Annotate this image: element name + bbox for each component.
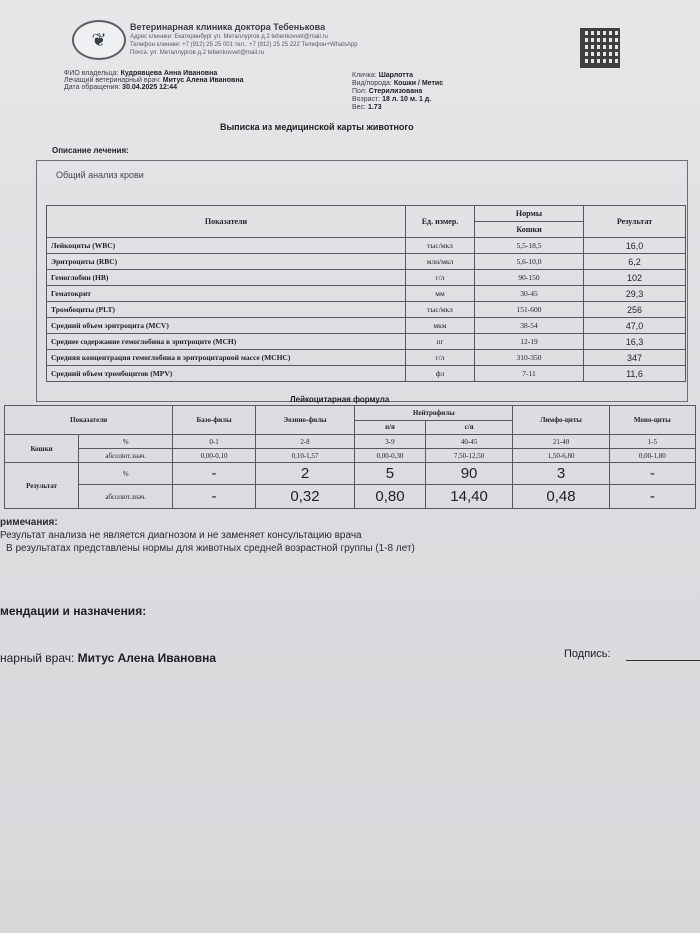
- table-cell: 16,0: [584, 238, 686, 254]
- recommendations-label: мендации и назначения:: [0, 604, 147, 618]
- notes-block: [0, 516, 415, 555]
- table-cell: 1,50-6,80: [513, 449, 609, 463]
- table-cell: 12-19: [475, 334, 584, 350]
- table-cell: 0,10-1,57: [255, 449, 354, 463]
- table-cell: 3-9: [355, 435, 426, 449]
- leuko-col-eos: Эозино-филы: [255, 406, 354, 435]
- doctor-name: Митус Алена Ивановна: [77, 651, 217, 665]
- table-row: [47, 270, 686, 286]
- table-cell: 11,6: [584, 366, 686, 382]
- table-cell: Гематокрит: [47, 286, 406, 302]
- table-cell: -: [609, 463, 695, 485]
- table-cell: 5,5-18,5: [475, 238, 584, 254]
- table-cell: Средний объем тромбоцитов (MPV): [47, 366, 406, 382]
- table-cell: млн/мкл: [406, 254, 475, 270]
- table-cell: Лейкоциты (WBC): [47, 238, 406, 254]
- table-cell: 151-600: [475, 302, 584, 318]
- table-cell: 30-45: [475, 286, 584, 302]
- table-cell: г/л: [406, 350, 475, 366]
- clinic-header: [72, 20, 632, 68]
- table-cell: 14,40: [425, 485, 513, 509]
- doctor-label: нарный врач:: [0, 651, 75, 665]
- leuko-abs-label: абсолют.знач.: [79, 449, 173, 463]
- table-cell: 7,50-12,50: [425, 449, 513, 463]
- signature-line: [626, 660, 700, 661]
- qr-code-icon: [580, 28, 620, 68]
- clinic-address: Адрес клиники: Екатеринбург ул. Металлургов д.2 tebenkovvet@mail.ru: [130, 34, 328, 40]
- table-cell: -: [609, 485, 695, 509]
- leuko-col-band: п/я: [355, 420, 426, 435]
- owner-line: ФИО владельца: Кудрявцева Анна Ивановна: [64, 70, 218, 77]
- table-cell: 310-350: [475, 350, 584, 366]
- leuko-cats-label: Кошки: [5, 435, 79, 463]
- table-row: [47, 318, 686, 334]
- patient-name: Кличка: Шарлотта: [352, 72, 413, 79]
- treatment-label: Описание лечения:: [52, 146, 129, 155]
- notes-line-2: В результатах представлены нормы для животных средней возрастной группы (1-8 лет): [6, 543, 415, 554]
- table-cell: 347: [584, 350, 686, 366]
- table-cell: 0,80: [355, 485, 426, 509]
- table-cell: Эритроциты (RBC): [47, 254, 406, 270]
- col-result: Результат: [584, 206, 686, 238]
- table-cell: 5,6-10,0: [475, 254, 584, 270]
- table-cell: Средняя концентрация гемоглобина в эритроцитарной массе (MCHC): [47, 350, 406, 366]
- table-cell: 2: [255, 463, 354, 485]
- vet-line: Лечащий ветеринарный врач: Митус Алена Ивановна: [64, 77, 244, 84]
- patient-weight: Вес: 1.73: [352, 104, 382, 111]
- patient-species: Вид/порода: Кошки / Метис: [352, 80, 444, 87]
- table-cell: 0,32: [255, 485, 354, 509]
- table-row: [47, 286, 686, 302]
- patient-sex: Пол: Стерилизована: [352, 88, 423, 95]
- leuko-col-seg: с/я: [425, 420, 513, 435]
- table-cell: 16,3: [584, 334, 686, 350]
- leuko-pct-label: %: [79, 435, 173, 449]
- leuko-abs-label: абсолют.знач.: [79, 485, 173, 509]
- table-cell: -: [173, 463, 255, 485]
- table-cell: 29,3: [584, 286, 686, 302]
- date-line: Дата обращения: 30.04.2025 12:44: [64, 84, 178, 91]
- table-cell: Тромбоциты (PLT): [47, 302, 406, 318]
- signature-label: Подпись:: [564, 648, 611, 660]
- leuko-col-indicators: Показатели: [5, 406, 173, 435]
- table-cell: мм: [406, 286, 475, 302]
- table-cell: 0,48: [513, 485, 609, 509]
- leuko-col-mono: Моно-циты: [609, 406, 695, 435]
- leuko-title: Лейкоцитарная формула: [290, 395, 390, 404]
- table-row: [47, 334, 686, 350]
- table-row: [47, 238, 686, 254]
- table-cell: фл: [406, 366, 475, 382]
- leuko-result-label: Результат: [5, 463, 79, 509]
- table-cell: 5: [355, 463, 426, 485]
- notes-line-1: Результат анализа не является диагнозом и не заменяет консультацию врача: [0, 530, 362, 541]
- clinic-phone: Телефон клиники: +7 (912) 25 25 001 тел.: +7 (912) 25 25 222 Телефон+WhatsApp: [130, 42, 358, 48]
- table-cell: 0,00-0,10: [173, 449, 255, 463]
- table-cell: 47,0: [584, 318, 686, 334]
- table-cell: Средний объем эритроцита (MCV): [47, 318, 406, 334]
- table-cell: 102: [584, 270, 686, 286]
- table-cell: 0,00-1,80: [609, 449, 695, 463]
- col-indicator: Показатели: [47, 206, 406, 238]
- table-cell: 21-40: [513, 435, 609, 449]
- table-cell: тыс/мкл: [406, 238, 475, 254]
- table-cell: 256: [584, 302, 686, 318]
- table-cell: Среднее содержание гемоглобина в эритроците (MCH): [47, 334, 406, 350]
- clinic-email: Почта: ул. Металлургов д.2 tebenkovvet@mail.ru: [130, 50, 265, 56]
- clinic-logo: ❦: [72, 20, 126, 60]
- table-cell: 0-1: [173, 435, 255, 449]
- col-unit: Ед. измер.: [406, 206, 475, 238]
- table-cell: тыс/мкл: [406, 302, 475, 318]
- col-norms: Нормы: [475, 206, 584, 222]
- table-cell: 90-150: [475, 270, 584, 286]
- table-cell: мкм: [406, 318, 475, 334]
- clinic-name: Ветеринарная клиника доктора Тебенькова: [130, 22, 326, 32]
- table-cell: г/л: [406, 270, 475, 286]
- document-title: Выписка из медицинской карты животного: [220, 122, 414, 132]
- table-cell: 1-5: [609, 435, 695, 449]
- leuko-pct-label: %: [79, 463, 173, 485]
- table-cell: 40-45: [425, 435, 513, 449]
- table-cell: 3: [513, 463, 609, 485]
- table-cell: Гемоглобин (HB): [47, 270, 406, 286]
- leuko-col-neutro: Нейтрофилы: [355, 406, 513, 421]
- leukocyte-formula-table: [4, 405, 696, 509]
- table-cell: пг: [406, 334, 475, 350]
- notes-heading: римечания:: [0, 517, 58, 528]
- table-cell: 0,00-0,30: [355, 449, 426, 463]
- table-cell: -: [173, 485, 255, 509]
- table-row: [47, 254, 686, 270]
- table-row: [47, 350, 686, 366]
- table-row: [47, 302, 686, 318]
- patient-age: Возраст: 18 л. 10 м. 1 д.: [352, 96, 432, 103]
- col-norms-cats: Кошки: [475, 222, 584, 238]
- table-cell: 38-54: [475, 318, 584, 334]
- table-row: [47, 366, 686, 382]
- table-cell: 7-11: [475, 366, 584, 382]
- doctor-line: [0, 651, 216, 665]
- table-cell: 2-8: [255, 435, 354, 449]
- leuko-col-lymph: Лимфо-циты: [513, 406, 609, 435]
- table-cell: 6,2: [584, 254, 686, 270]
- leuko-col-baso: Базо-филы: [173, 406, 255, 435]
- blood-test-table: [46, 205, 686, 382]
- table-cell: 90: [425, 463, 513, 485]
- analysis-label: Общий анализ крови: [56, 170, 144, 180]
